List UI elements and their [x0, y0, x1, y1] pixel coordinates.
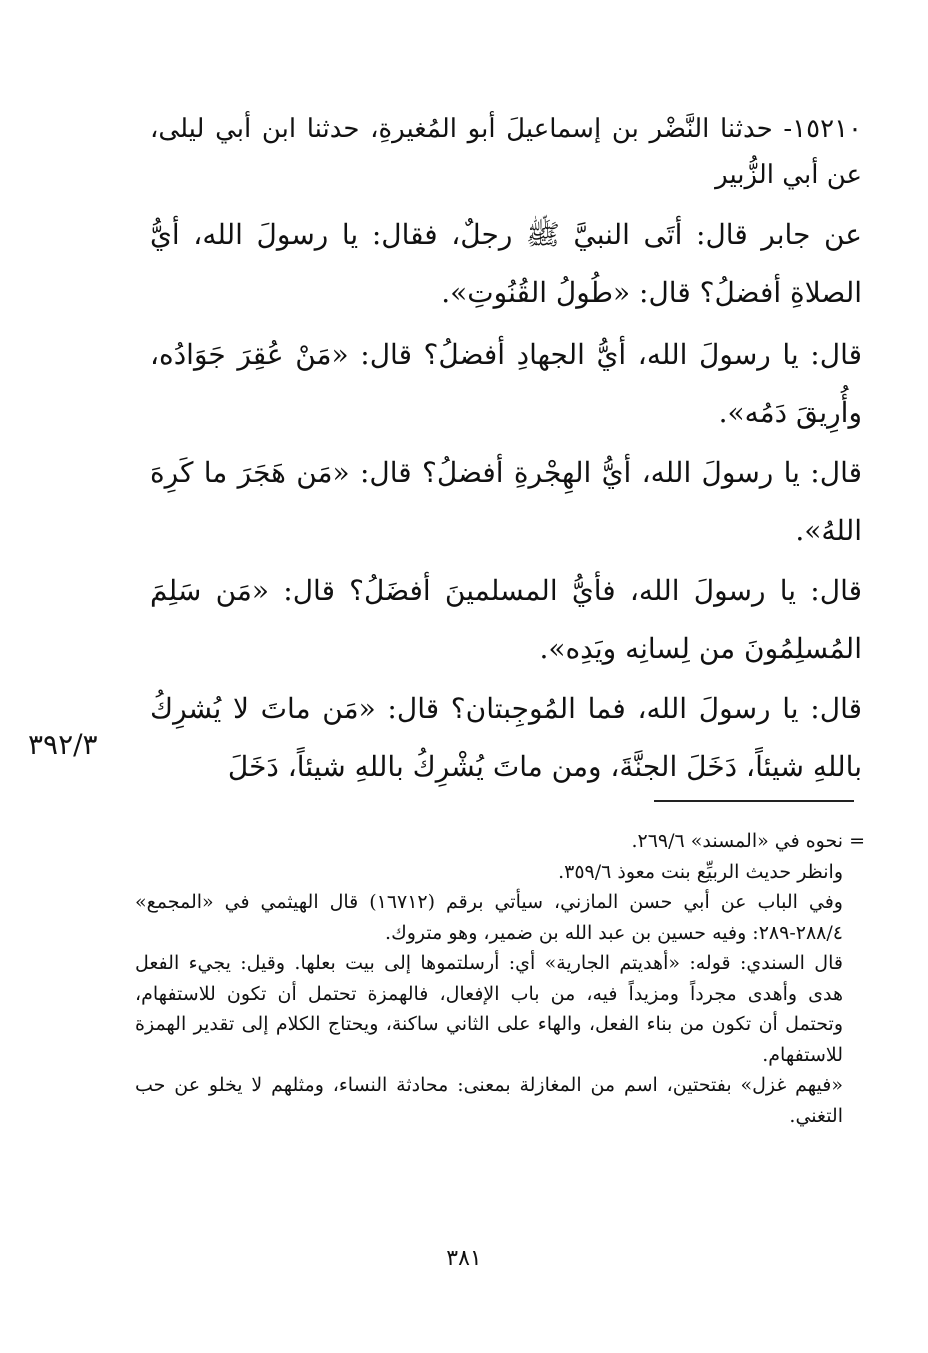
volume-page-reference: ٣٩٢/٣: [28, 728, 98, 761]
hadith-paragraph: قال: يا رسولَ الله، أيُّ الجهادِ أفضلُ؟ قال: «مَنْ عُقِرَ جَوَادُه، وأُرِيقَ دَمُه».: [150, 338, 862, 429]
hadith-paragraph: قال: يا رسولَ الله، فأيُّ المسلمينَ أفضَلُ؟ قال: «مَن سَلِمَ المُسلِمُونَ من لِسانِه ويَدِه».: [150, 574, 862, 665]
hadith-paragraph: قال: يا رسولَ الله، أيُّ الهِجْرةِ أفضلُ؟ قال: «مَن هَجَرَ ما كَرِهَ اللهُ».: [150, 456, 862, 547]
page-number: ٣٨١: [446, 1246, 482, 1271]
footnote-divider: [654, 800, 854, 802]
footnote-line: وانظر حديث الربيِّع بنت معوذ ٣٥٩/٦.: [558, 860, 843, 883]
footnote-line: = نحوه في «المسند» ٢٦٩/٦.: [631, 830, 865, 852]
hadith-paragraph: عن جابر قال: أتَى النبيَّ ﷺ رجلٌ، فقال: يا رسولَ الله، أيُّ الصلاةِ أفضلُ؟ قال: «طُولُ القُنُوتِ».: [150, 218, 862, 309]
footnote-paragraph: قال السندي: قوله: «أهديتم الجارية» أي: أرسلتموها إلى بيت بعلها. وقيل: يجيء الفعل هدى وأهدى مجرداً ومزيداً فيه، من باب الإفعال، فالهمزة تحتمل أن تكون للاستفهام، وتحتمل أن تكون من بناء الفعل، والهاء على الثاني ساكنة، ويحتاج الكلام إلى تقدير الهمزة للاستفهام.: [135, 952, 843, 1066]
footnote-paragraph: «فيهم غزل» بفتحتين، اسم من المغازلة بمعنى: محادثة النساء، ومثلهم لا يخلو عن حب التغني.: [135, 1074, 843, 1127]
footnote-paragraph: وفي الباب عن أبي حسن المازني، سيأتي برقم (١٦٧١٢) قال الهيثمي في «المجمع» ٢٨٨/٤-٢٨٩: وفيه حسين بن عبد الله بن ضمير، وهو متروك.: [135, 891, 843, 944]
footnotes: [135, 826, 865, 1131]
hadith-header: ١٥٢١٠- حدثنا النَّضْر بن إسماعيلَ أبو المُغيرةِ، حدثنا ابن أبي ليلى، عن أبي الزُّبير: [150, 114, 862, 190]
hadith-paragraph: قال: يا رسولَ الله، فما المُوجِبتان؟ قال: «مَن ماتَ لا يُشرِكُ باللهِ شيئاً، دَخَلَ الجنَّةَ، ومن ماتَ يُشْرِكُ باللهِ شيئاً، دَخَلَ: [150, 692, 862, 783]
